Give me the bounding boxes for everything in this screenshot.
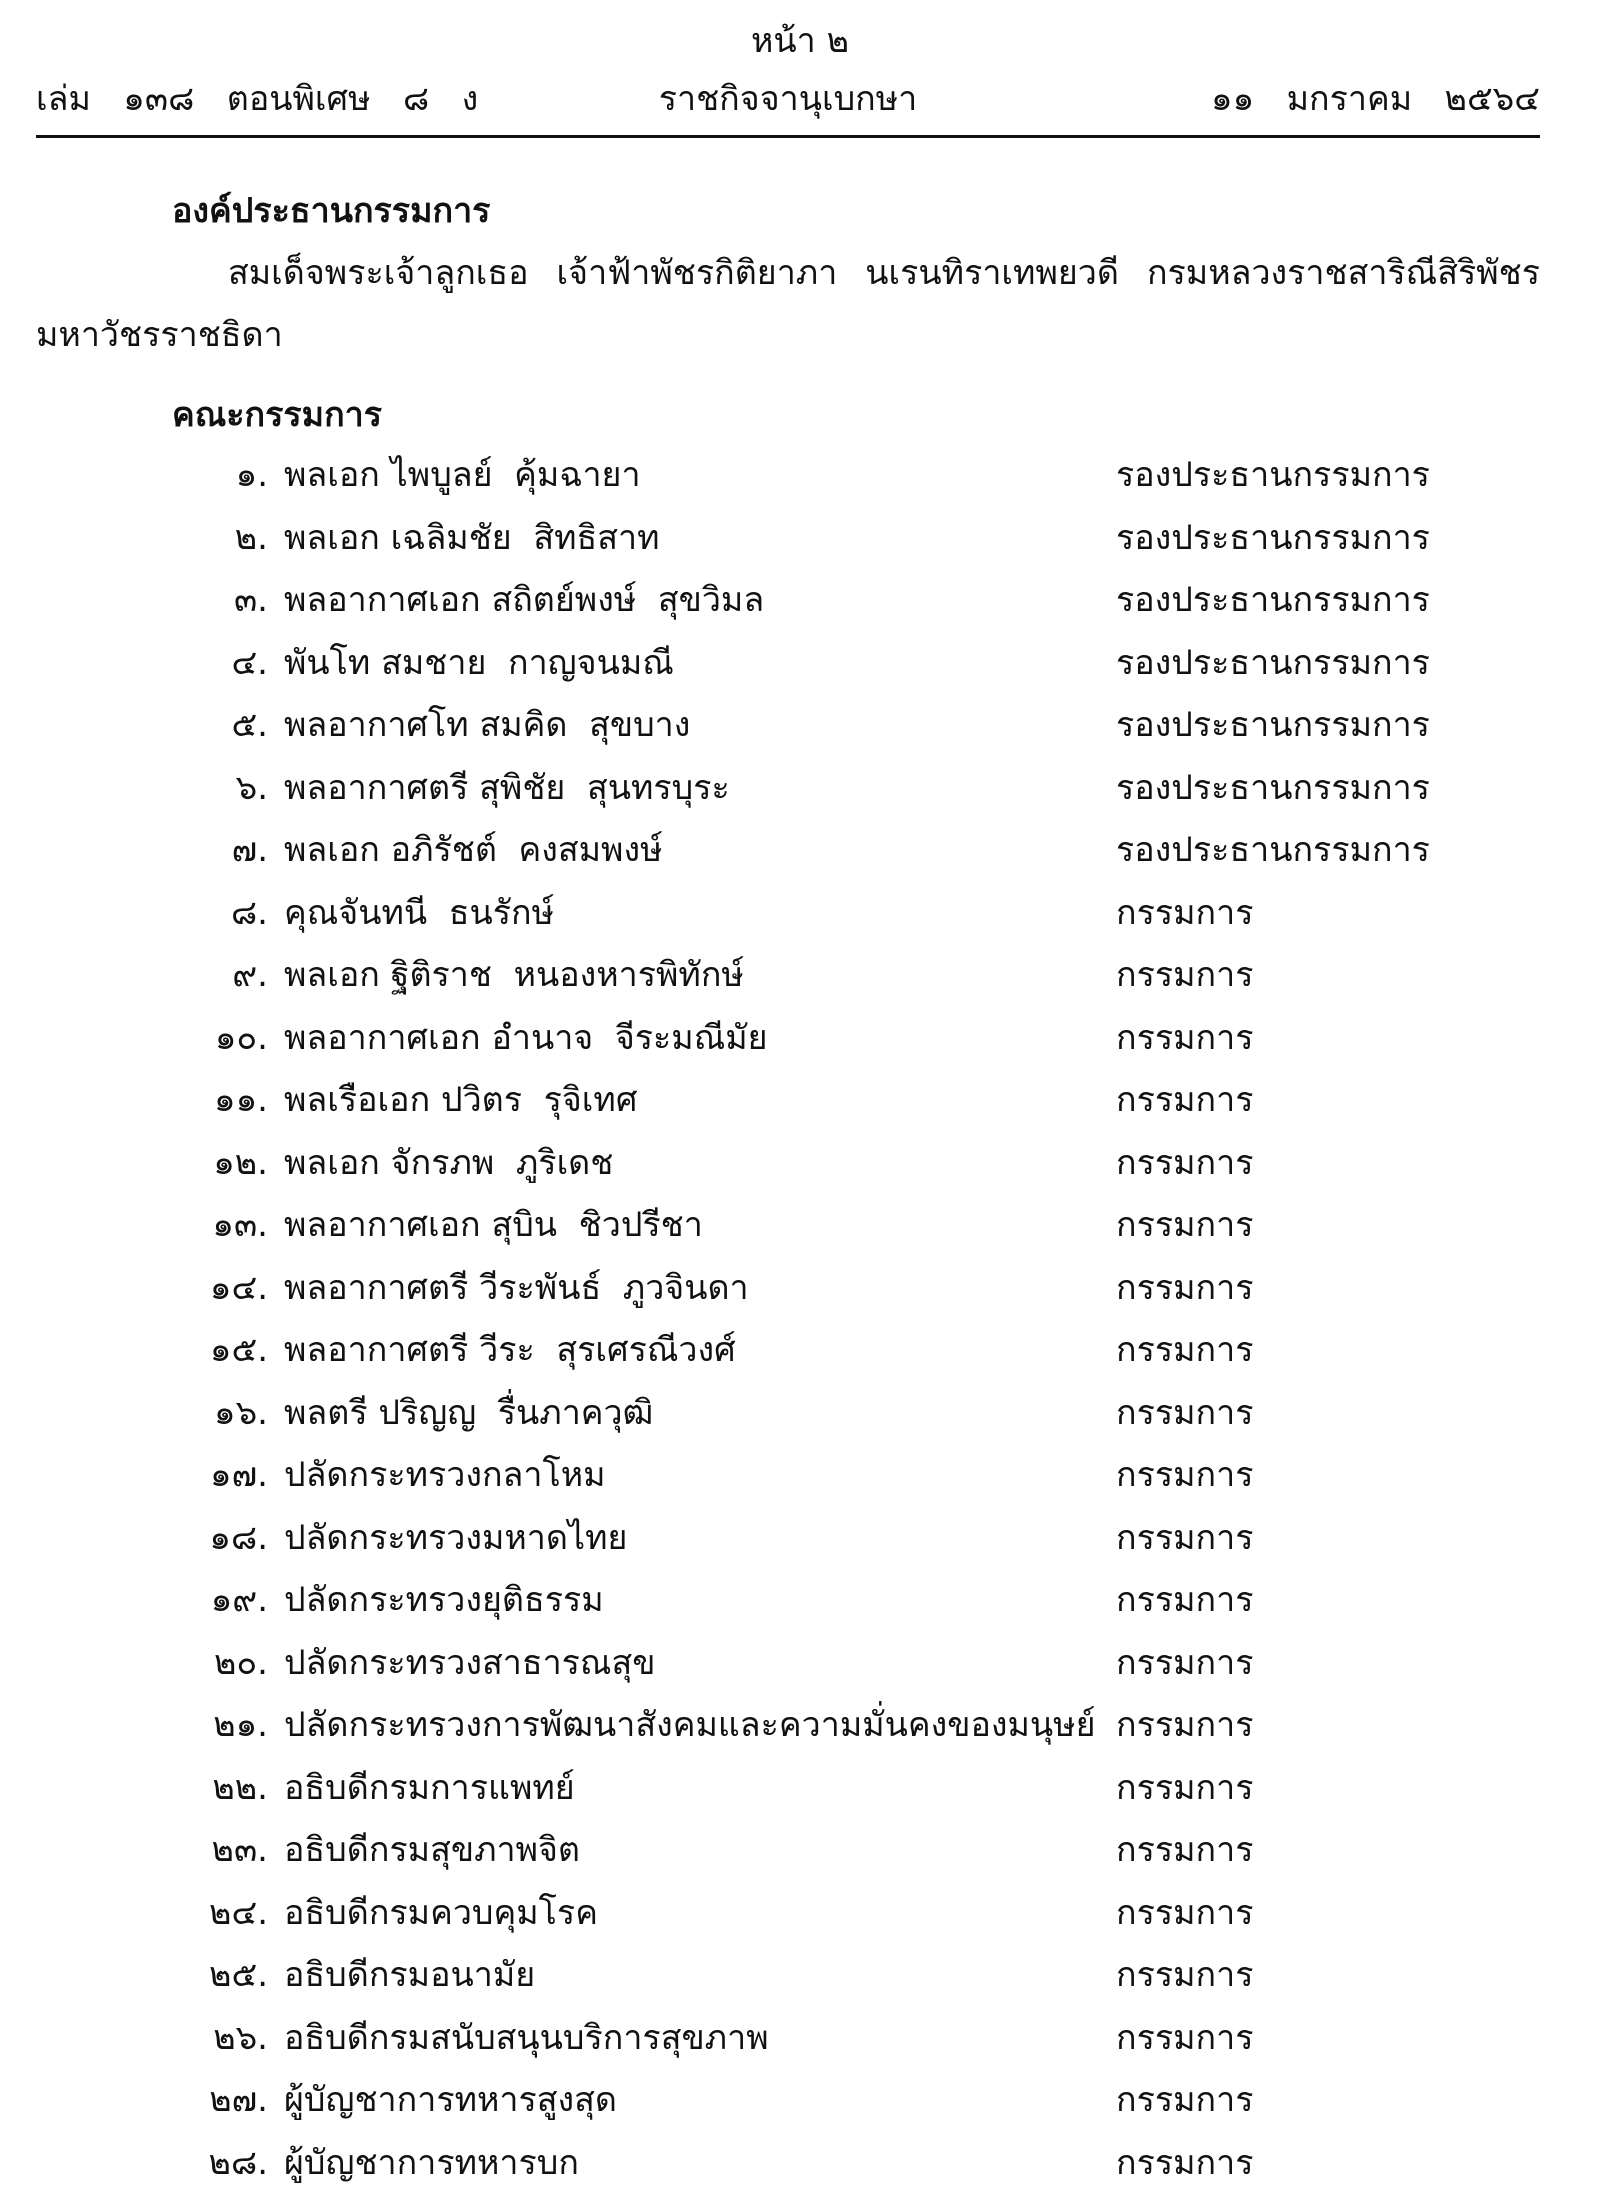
- committee-member-row: [0, 519, 1600, 582]
- member-number: ๒๑.: [150, 1706, 268, 1745]
- member-role: กรรมการ: [1116, 1644, 1253, 1683]
- committee-heading: คณะกรรมการ: [172, 396, 382, 435]
- member-number: ๑๖.: [150, 1394, 268, 1433]
- committee-member-row: [0, 2144, 1600, 2206]
- member-name: พลเอก เฉลิมชัย สิทธิสาท: [284, 519, 660, 558]
- committee-member-row: [0, 1019, 1600, 1082]
- member-number: ๗.: [150, 831, 268, 870]
- member-name: อธิบดีกรมการแพทย์: [284, 1769, 575, 1808]
- member-role: กรรมการ: [1116, 1769, 1253, 1808]
- committee-member-row: [0, 1331, 1600, 1394]
- member-number: ๒๖.: [150, 2019, 268, 2058]
- committee-member-row: [0, 1831, 1600, 1894]
- member-role: กรรมการ: [1116, 2019, 1253, 2058]
- committee-member-row: [0, 581, 1600, 644]
- member-number: ๒๘.: [150, 2144, 268, 2183]
- member-role: รองประธานกรรมการ: [1116, 581, 1430, 620]
- member-name: อธิบดีกรมสนับสนุนบริการสุขภาพ: [284, 2019, 769, 2058]
- member-number: ๒๒.: [150, 1769, 268, 1808]
- committee-member-row: [0, 2019, 1600, 2082]
- member-name: อธิบดีกรมควบคุมโรค: [284, 1894, 598, 1933]
- member-role: กรรมการ: [1116, 1019, 1253, 1058]
- committee-member-row: [0, 1394, 1600, 1457]
- member-role: รองประธานกรรมการ: [1116, 769, 1430, 808]
- member-number: ๑.: [150, 456, 268, 495]
- member-role: กรรมการ: [1116, 1394, 1253, 1433]
- member-name: ผู้บัญชาการทหารบก: [284, 2144, 579, 2183]
- member-name: พลเอก ฐิติราช หนองหารพิทักษ์: [284, 956, 744, 995]
- member-role: รองประธานกรรมการ: [1116, 456, 1430, 495]
- member-role: กรรมการ: [1116, 1894, 1253, 1933]
- committee-member-row: [0, 2081, 1600, 2144]
- member-number: ๑๙.: [150, 1581, 268, 1620]
- member-role: รองประธานกรรมการ: [1116, 519, 1430, 558]
- member-name: ปลัดกระทรวงสาธารณสุข: [284, 1644, 655, 1683]
- committee-member-row: [0, 1081, 1600, 1144]
- member-role: กรรมการ: [1116, 1831, 1253, 1870]
- committee-member-row: [0, 1581, 1600, 1644]
- member-role: กรรมการ: [1116, 1269, 1253, 1308]
- member-number: ๔.: [150, 644, 268, 683]
- member-name: พลอากาศเอก อำนาจ จีระมณีมัย: [284, 1019, 768, 1058]
- member-role: รองประธานกรรมการ: [1116, 706, 1430, 745]
- committee-member-row: [0, 1144, 1600, 1207]
- member-name: อธิบดีกรมอนามัย: [284, 1956, 535, 1995]
- member-number: ๑๒.: [150, 1144, 268, 1183]
- page-number: หน้า ๒: [0, 22, 1600, 61]
- member-name: พลอากาศโท สมคิด สุขบาง: [284, 706, 690, 745]
- committee-member-row: [0, 644, 1600, 707]
- member-name: อธิบดีกรมสุขภาพจิต: [284, 1831, 580, 1870]
- patron-name-line1: สมเด็จพระเจ้าลูกเธอ เจ้าฟ้าพัชรกิติยาภา นเรนทิราเทพยวดี กรมหลวงราชสาริณีสิริพัชร: [36, 254, 1540, 293]
- member-number: ๑๔.: [150, 1269, 268, 1308]
- member-name: พลอากาศตรี วีระพันธ์ ภูวจินดา: [284, 1269, 749, 1308]
- member-role: กรรมการ: [1116, 1519, 1253, 1558]
- member-name: ปลัดกระทรวงมหาดไทย: [284, 1519, 627, 1558]
- committee-member-row: [0, 1706, 1600, 1769]
- patron-name-line2: มหาวัชรราชธิดา: [36, 316, 283, 355]
- committee-member-row: [0, 1456, 1600, 1519]
- member-number: ๒๓.: [150, 1831, 268, 1870]
- gazette-title: ราชกิจจานุเบกษา: [36, 80, 1540, 119]
- member-role: กรรมการ: [1116, 1956, 1253, 1995]
- committee-member-row: [0, 1644, 1600, 1707]
- committee-member-row: [0, 1769, 1600, 1832]
- committee-member-row: [0, 831, 1600, 894]
- committee-member-row: [0, 1894, 1600, 1957]
- committee-member-row: [0, 1519, 1600, 1582]
- member-name: พลอากาศตรี วีระ สุรเศรณีวงศ์: [284, 1331, 736, 1370]
- member-number: ๑๕.: [150, 1331, 268, 1370]
- member-number: ๑๗.: [150, 1456, 268, 1495]
- committee-member-row: [0, 894, 1600, 957]
- member-name: พันโท สมชาย กาญจนมณี: [284, 644, 674, 683]
- member-name: พลอากาศตรี สุพิชัย สุนทรบุระ: [284, 769, 730, 808]
- member-name: ผู้บัญชาการทหารสูงสุด: [284, 2081, 617, 2120]
- member-name: พลอากาศเอก สุบิน ชิวปรีชา: [284, 1206, 703, 1245]
- member-role: กรรมการ: [1116, 956, 1253, 995]
- member-name: พลเอก อภิรัชต์ คงสมพงษ์: [284, 831, 662, 870]
- member-role: กรรมการ: [1116, 2081, 1253, 2120]
- member-name: พลเรือเอก ปวิตร รุจิเทศ: [284, 1081, 637, 1120]
- member-role: กรรมการ: [1116, 1206, 1253, 1245]
- header-divider: [36, 135, 1540, 138]
- member-name: ปลัดกระทรวงยุติธรรม: [284, 1581, 604, 1620]
- member-number: ๑๓.: [150, 1206, 268, 1245]
- member-role: กรรมการ: [1116, 2144, 1253, 2183]
- member-role: กรรมการ: [1116, 1706, 1253, 1745]
- committee-member-row: [0, 956, 1600, 1019]
- publication-date: ๑๑ มกราคม ๒๕๖๔: [1211, 80, 1540, 119]
- member-number: ๓.: [150, 581, 268, 620]
- member-name: พลเอก ไพบูลย์ คุ้มฉายา: [284, 456, 641, 495]
- member-number: ๒๔.: [150, 1894, 268, 1933]
- member-name: พลอากาศเอก สถิตย์พงษ์ สุขวิมล: [284, 581, 764, 620]
- member-role: กรรมการ: [1116, 1081, 1253, 1120]
- member-number: ๙.: [150, 956, 268, 995]
- member-number: ๕.: [150, 706, 268, 745]
- patron-heading: องค์ประธานกรรมการ: [172, 192, 490, 231]
- member-number: ๑๐.: [150, 1019, 268, 1058]
- member-number: ๘.: [150, 894, 268, 933]
- member-role: กรรมการ: [1116, 894, 1253, 933]
- member-number: ๒๕.: [150, 1956, 268, 1995]
- member-role: กรรมการ: [1116, 1144, 1253, 1183]
- member-number: ๖.: [150, 769, 268, 808]
- member-name: ปลัดกระทรวงกลาโหม: [284, 1456, 606, 1495]
- committee-member-row: [0, 1269, 1600, 1332]
- member-number: ๑๘.: [150, 1519, 268, 1558]
- member-name: พลเอก จักรภพ ภูริเดช: [284, 1144, 613, 1183]
- member-role: รองประธานกรรมการ: [1116, 831, 1430, 870]
- member-role: กรรมการ: [1116, 1581, 1253, 1620]
- member-name: คุณจันทนี ธนรักษ์: [284, 894, 554, 933]
- member-name: ปลัดกระทรวงการพัฒนาสังคมและความมั่นคงของมนุษย์: [284, 1706, 1095, 1745]
- committee-member-list: [0, 456, 1600, 2206]
- member-number: ๑๑.: [150, 1081, 268, 1120]
- member-name: พลตรี ปริญญ รื่นภาควุฒิ: [284, 1394, 653, 1433]
- member-role: รองประธานกรรมการ: [1116, 644, 1430, 683]
- committee-member-row: [0, 706, 1600, 769]
- member-number: ๒๐.: [150, 1644, 268, 1683]
- volume-issue: เล่ม ๑๓๘ ตอนพิเศษ ๘ ง: [36, 80, 478, 119]
- committee-member-row: [0, 1206, 1600, 1269]
- running-header: [36, 80, 1540, 130]
- committee-member-row: [0, 769, 1600, 832]
- member-number: ๒.: [150, 519, 268, 558]
- committee-member-row: [0, 456, 1600, 519]
- member-role: กรรมการ: [1116, 1456, 1253, 1495]
- member-number: ๒๗.: [150, 2081, 268, 2120]
- committee-member-row: [0, 1956, 1600, 2019]
- member-role: กรรมการ: [1116, 1331, 1253, 1370]
